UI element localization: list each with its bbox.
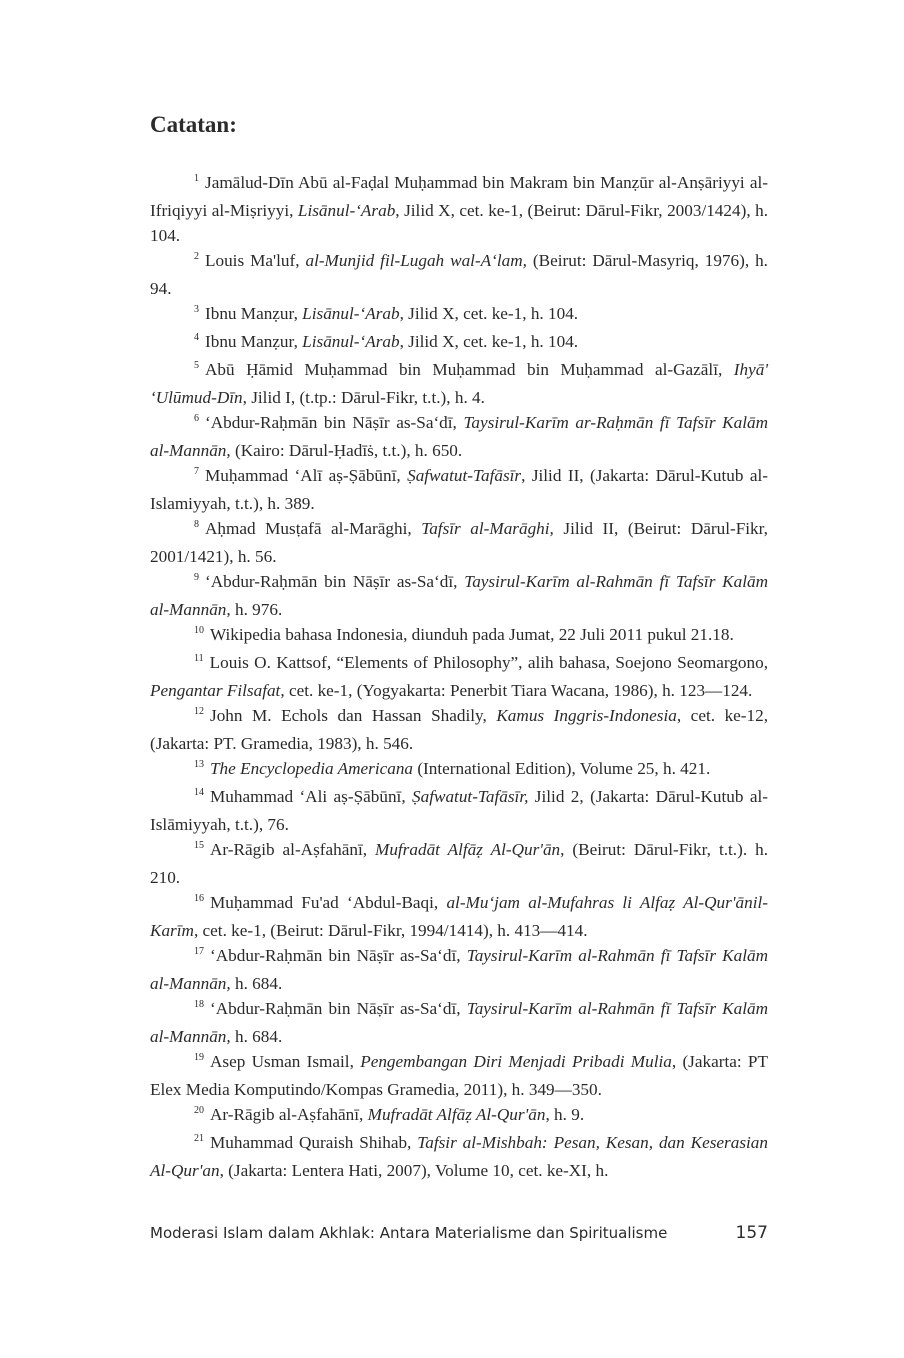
footnote-text: Abū Ḥāmid Muḥammad bin Muḥammad bin Muḥammad al-Gazālī, <box>205 360 734 379</box>
footnote-text: Jamālud-Dīn Abū al-Faḍal Muḥammad bin Makram bin Manẓūr al-Anṣāriyyi al-Ifriqiyyi al-Miṣriyyi, <box>150 173 768 220</box>
footnote-text: Muhammad ‘Ali aṣ-Ṣābūnī, <box>210 787 413 806</box>
footnote-number: 8 <box>194 519 199 530</box>
footnote-text: Muhammad Quraish Shihab, <box>210 1133 418 1152</box>
footnote-text: , Jilid X, cet. ke-1, (Beirut: Dārul-Fikr, 2003/1424), h. 104. <box>150 201 768 245</box>
footnote-title: The Encyclopedia Americana <box>210 759 414 778</box>
footnote <box>150 943 768 996</box>
footnote <box>150 890 768 943</box>
footnote-text: ‘Abdur-Raḥmān bin Nāṣīr as-Sa‘dī, <box>205 413 464 432</box>
footnote-text: Jilid 2, (Jakarta: Dārul-Kutub al-Islāmiyyah, t.t.), 76. <box>150 787 769 834</box>
footnote-title: Lisānul-‘Arab <box>302 332 400 351</box>
footnote <box>150 650 768 703</box>
footnote-number: 14 <box>194 787 204 798</box>
footnote <box>150 569 768 622</box>
footnote <box>150 622 768 650</box>
footnote-text: ‘Abdur-Raḥmān bin Nāṣīr as-Sa‘dī, <box>210 999 467 1018</box>
footnote-text: , cet. ke-1, (Beirut: Dārul-Fikr, 1994/1414), h. 413—414. <box>193 921 588 940</box>
footnote-text: Muḥammad Fu'ad ‘Abdul-Baqi, <box>210 893 447 912</box>
footnote-text: , Jilid X, cet. ke-1, h. 104. <box>399 332 579 351</box>
footnote-number: 16 <box>194 893 204 904</box>
footnote-title: Tafsīr al-Marāghi, <box>421 519 554 538</box>
footnote-number: 17 <box>194 946 204 957</box>
footnote-title: Taysirul-Karīm ar-Raḥmān fī Tafsīr Kalām al-Mannān, <box>150 413 768 460</box>
footnote <box>150 756 768 784</box>
running-footer-title: Moderasi Islam dalam Akhlak: Antara Materialisme dan Spiritualisme <box>150 1224 668 1242</box>
footnote-text: John M. Echols dan Hassan Shadily, <box>210 706 497 725</box>
footnote <box>150 1130 768 1183</box>
footnote-text: , (Jakarta: Lentera Hati, 2007), Volume 10, cet. ke-XI, h. <box>219 1161 609 1180</box>
footnote-text: h. 684. <box>230 1027 283 1046</box>
footnote <box>150 996 768 1049</box>
footnote-number: 19 <box>194 1052 204 1063</box>
footnote-number: 12 <box>194 706 204 717</box>
footnote-text: Ar-Rāgib al-Aṣfahānī, <box>210 840 375 859</box>
footnote-text: ‘Abdur-Raḥmān bin Nāṣīr as-Sa‘dī, <box>210 946 467 965</box>
footnote-text: Ibnu Manẓur, <box>205 332 303 351</box>
footnote-title: al-Mu‘jam al-Mufahras li Alfaẓ Al-Qur'ānil-Karīm <box>150 893 768 940</box>
footnote-title: Taysirul-Karīm al-Rahmān fī Tafsīr Kalām al-Mannān, <box>150 999 769 1046</box>
footnote-title: Ṣafwatut-Tafāsīr, <box>412 787 529 806</box>
footnote-title: Lisānul-‘Arab <box>302 304 400 323</box>
footnote-text: Louis O. Kattsof, “Elements of Philosophy”, alih bahasa, Soejono Seomargono, <box>209 653 768 672</box>
footnote-number: 10 <box>194 625 204 636</box>
footnote-text: , (Beirut: Dārul-Fikr, t.t.). h. 210. <box>150 840 768 887</box>
footnote-text: Wikipedia bahasa Indonesia, diunduh pada Jumat, 22 Juli 2011 pukul 21.18. <box>210 625 734 644</box>
footnote-text: Jilid II, (Beirut: Dārul-Fikr, 2001/1421), h. 56. <box>150 519 768 566</box>
footnote <box>150 410 768 463</box>
footnote-number: 7 <box>194 466 199 477</box>
footnote-number: 18 <box>194 999 204 1010</box>
footnote <box>150 837 768 890</box>
footnote <box>150 784 768 837</box>
footnote <box>150 170 768 248</box>
footnote-text: (Kairo: Dārul-Ḥadīṡ, t.t.), h. 650. <box>230 441 463 460</box>
footnote <box>150 516 768 569</box>
footnote-title: Pengembangan Diri Menjadi Pribadi Mulia <box>360 1052 672 1071</box>
footnote-number: 9 <box>194 572 199 583</box>
footnote-title: Mufradāt Alfāẓ Al-Qur'ān <box>375 840 561 859</box>
footnote-number: 21 <box>194 1133 204 1144</box>
footnote-number: 1 <box>194 173 199 184</box>
footnote-text: ‘Abdur-Raḥmān bin Nāṣīr as-Sa‘dī, <box>205 572 465 591</box>
footnote <box>150 248 768 301</box>
footnote-number: 2 <box>194 251 199 262</box>
footnote-text: Ar-Rāgib al-Aṣfahānī, <box>210 1105 368 1124</box>
footnote-text: Asep Usman Ismail, <box>210 1052 361 1071</box>
footnote-text: , cet. ke-1, (Yogyakarta: Penerbit Tiara Wacana, 1986), h. 123—124. <box>280 681 753 700</box>
footnote-text: (International Edition), Volume 25, h. 421. <box>413 759 711 778</box>
footnote-title: Lisānul-‘Arab <box>297 201 396 220</box>
footnote-number: 3 <box>194 304 199 315</box>
footnote-title: Taysirul-Karīm al-Rahmān fī Tafsīr Kalām al-Mannān, <box>150 946 769 993</box>
footnote-number: 20 <box>194 1105 204 1116</box>
footnote-title: Ṣafwatut-Tafāsīr <box>407 466 522 485</box>
footnote-text: , Jilid X, cet. ke-1, h. 104. <box>399 304 579 323</box>
footnote <box>150 703 768 756</box>
footnote-text: , cet. ke-12, (Jakarta: PT. Gramedia, 1983), h. 546. <box>150 706 769 753</box>
footnote <box>150 301 768 329</box>
footnote-title: Kamus Inggris-Indonesia <box>496 706 677 725</box>
footnote-text: Ibnu Manẓur, <box>205 304 303 323</box>
footnote-text: Louis Ma'luf, <box>205 251 306 270</box>
page-heading: Catatan: <box>150 112 237 137</box>
footnote-text: Muḥammad ‘Alī aṣ-Ṣābūnī, <box>205 466 408 485</box>
footnote <box>150 329 768 357</box>
footnote-text: , Jilid I, (t.tp.: Dārul-Fikr, t.t.), h. 4. <box>242 388 485 407</box>
footnote-title: Mufradāt Alfāẓ Al-Qur'ān <box>367 1105 546 1124</box>
footnote-number: 11 <box>194 653 204 664</box>
footnote-number: 4 <box>194 332 199 343</box>
footnote-title: Pengantar Filsafat <box>150 681 281 700</box>
footnote-title: Tafsir al-Mishbah: Pesan, Kesan, dan Keserasian Al-Qur'an <box>150 1133 768 1180</box>
footnote-title: Ihyā' ‘Ulūmud-Dīn <box>150 360 768 407</box>
footnote <box>150 357 768 410</box>
footnote-text: (Beirut: Dārul-Masyriq, 1976), h. 94. <box>150 251 768 298</box>
footnote-title: Taysirul-Karīm al-Rahmān fī Tafsīr Kalām al-Mannān, <box>150 572 769 619</box>
page-footer <box>150 1223 768 1243</box>
footnote-text: h. 976. <box>230 600 283 619</box>
footnote-list <box>150 170 768 1183</box>
footnote-text: Aḥmad Musṭafā al-Marāghi, <box>205 519 422 538</box>
footnote <box>150 1049 768 1102</box>
footnote <box>150 463 768 516</box>
footnote-number: 13 <box>194 759 204 770</box>
footnote-number: 15 <box>194 840 204 851</box>
footnote-text: , (Jakarta: PT Elex Media Komputindo/Kompas Gramedia, 2011), h. 349—350. <box>150 1052 768 1099</box>
footnote-number: 6 <box>194 413 199 424</box>
footnote-text: , h. 9. <box>545 1105 585 1124</box>
footnote-text: h. 684. <box>230 974 283 993</box>
footnote-text: , Jilid II, (Jakarta: Dārul-Kutub al-Islamiyyah, t.t.), h. 389. <box>150 466 768 513</box>
footnote-number: 5 <box>194 360 199 371</box>
footnote <box>150 1102 768 1130</box>
page-number: 157 <box>735 1223 768 1243</box>
footnote-title: al-Munjid fil-Lugah wal-A‘lam, <box>305 251 527 270</box>
